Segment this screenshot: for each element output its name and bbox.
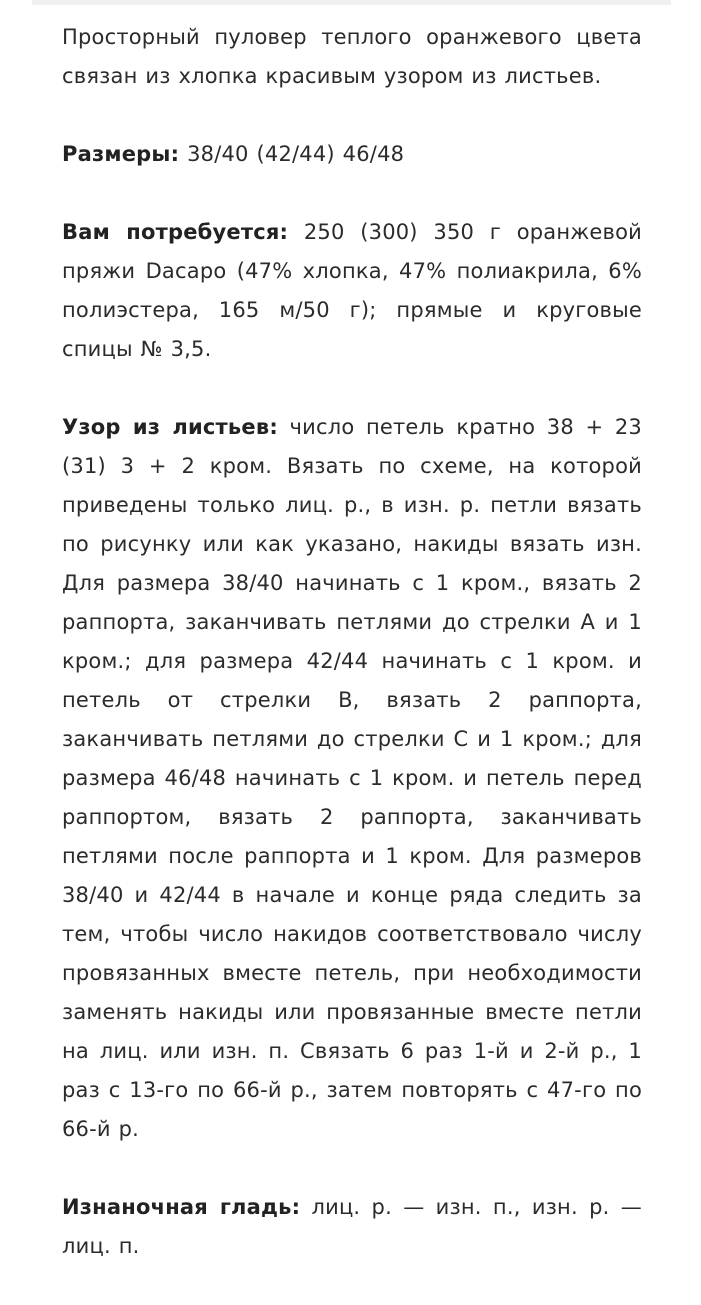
top-divider bbox=[32, 0, 671, 5]
reverse-stockinette-text: лиц. р. — изн. п., изн. р. — лиц. п. bbox=[62, 1195, 642, 1258]
intro-paragraph bbox=[62, 18, 642, 96]
reverse-stockinette-paragraph bbox=[62, 1188, 642, 1266]
reverse-stockinette-label: Изнаночная гладь: bbox=[62, 1195, 301, 1219]
sizes-text: 38/40 (42/44) 46/48 bbox=[187, 142, 405, 166]
materials-label: Вам потребуется: bbox=[62, 220, 289, 244]
materials-text: 250 (300) 350 г оранжевой пряжи Dacapo (47% хлопка, 47% полиакрила, 6% полиэстера, 165 м/50 г); прямые и круговые спицы № 3,5. bbox=[62, 220, 642, 361]
leaf-pattern-label: Узор из листьев: bbox=[62, 415, 278, 439]
article-body bbox=[62, 18, 642, 1305]
sizes-label: Размеры: bbox=[62, 142, 180, 166]
sizes-paragraph bbox=[62, 135, 642, 174]
leaf-pattern-paragraph bbox=[62, 408, 642, 1149]
materials-paragraph bbox=[62, 213, 642, 369]
leaf-pattern-text: число петель кратно 38 + 23 (31) 3 + 2 кром. Вязать по схеме, на которой приведены только лиц. р., в изн. р. петли вязать по рисунку или как указано, накиды вязать изн. Для размера 38/40 начинать с 1 кром., вязать 2 раппорта, заканчивать петлями до стрелки А и 1 кром.; для размера 42/44 начинать с 1 кром. и петель от стрелки В, вязать 2 раппорта, заканчивать петлями до стрелки С и 1 кром.; для размера 46/48 начинать с 1 кром. и петель перед раппортом, вязать 2 раппорта, заканчивать петлями после раппорта и 1 кром. Для размеров 38/40 и 42/44 в начале и конце ряда следить за тем, чтобы число накидов соответствовало числу провязанных вместе петель, при необходимости заменять накиды или провязанные вместе петли на лиц. или изн. п. Связать 6 раз 1-й и 2-й р., 1 раз с 13-го по 66-й р., затем повторять с 47-го по 66-й р. bbox=[62, 415, 642, 1141]
intro-text: Просторный пуловер теплого оранжевого цвета связан из хлопка красивым узором из листьев. bbox=[62, 25, 642, 88]
